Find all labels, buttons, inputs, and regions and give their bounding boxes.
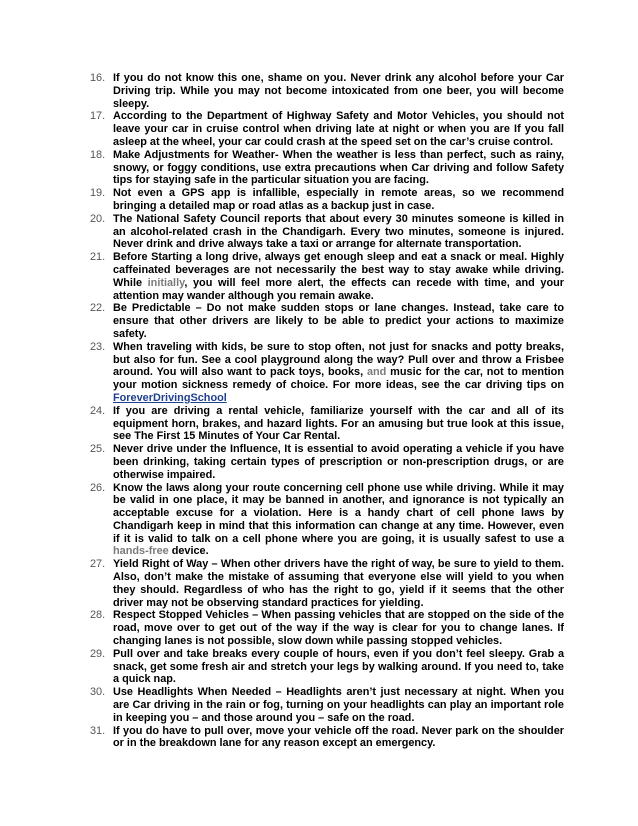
item-number: 17. xyxy=(90,110,106,123)
list-item xyxy=(90,213,564,251)
item-number: 29. xyxy=(90,647,106,660)
item-text: Not even a GPS app is infallible, especially in remote areas, so we recommend bringing a detailed map or road atlas as a backup just in case. xyxy=(113,187,564,212)
item-text: If you are driving a rental vehicle, familiarize yourself with the car and all of its equipment horn, brakes, and hazard lights. For an amusing but true look at this issue, see The First 15 Minutes of Your Car Rental. xyxy=(113,404,564,443)
item-text: Make Adjustments for Weather- When the weather is less than perfect, such as rainy, snowy, or foggy conditions, use extra precautions when Car driving and follow Safety tips for staying safe in the particular situation you are facing. xyxy=(113,148,564,187)
list-item xyxy=(90,341,564,405)
item-text xyxy=(113,251,564,302)
list-item xyxy=(90,686,564,724)
item-text: Pull over and take breaks every couple of hours, even if you don’t feel sleepy. Grab a snack, get some fresh air and stretch your legs by walking around. If you need to, take a quick nap. xyxy=(113,647,564,686)
forever-driving-school-link[interactable]: ForeverDrivingSchool xyxy=(113,391,227,404)
item-number: 24. xyxy=(90,404,106,417)
item-number: 18. xyxy=(90,148,106,161)
item-text xyxy=(113,341,564,405)
item-text-part: When traveling with kids, be sure to stop often, not just for snacks and potty breaks, but also for fun. See a cool playground along the way? Pull over and throw a Frisbee around. You will also want to pack toys, books, xyxy=(113,340,564,379)
item-text-part: , you will feel more alert, the effects can recede with time, and your attention may wander although you remain awake. xyxy=(113,276,564,302)
list-item xyxy=(90,609,564,647)
item-text-gray-word: hands-free xyxy=(113,545,169,558)
item-number: 30. xyxy=(90,686,106,699)
list-item xyxy=(90,251,564,302)
item-number: 20. xyxy=(90,212,106,225)
item-text-part: device. xyxy=(168,545,209,558)
list-item xyxy=(90,302,564,340)
item-text-gray-word: and xyxy=(366,366,387,379)
list-item xyxy=(90,110,564,148)
list-item xyxy=(90,443,564,481)
list-item xyxy=(90,558,564,609)
list-item xyxy=(90,648,564,686)
item-number: 26. xyxy=(90,481,106,494)
item-text-part: Before Starting a long drive, always get enough sleep and eat a snack or meal. Highly caffeinated beverages are not necessarily the best way to stay awake while driving. While xyxy=(113,251,564,289)
item-number: 22. xyxy=(90,302,106,315)
item-text: If you do have to pull over, move your vehicle off the road. Never park on the shoulder or in the breakdown lane for any reason except an emergency. xyxy=(113,724,564,750)
item-text-part: Know the laws along your route concerning cell phone use while driving. While it may be valid in one place, it may be banned in another, and ignorance is not typically an acceptable excuse for a violation. Here is a handy chart of cell phone laws by Chandigarh keep in mind that this information can change at any time. However, even if it is valid to talk on a cell phone where you are going, it is usually safest to use a xyxy=(113,481,564,545)
item-number: 16. xyxy=(90,72,106,84)
item-number: 25. xyxy=(90,443,106,456)
item-text-gray-word: initially xyxy=(147,276,185,289)
item-text: Use Headlights When Needed – Headlights aren’t just necessary at night. When you are Car driving in the rain or fog, turning on your headlights can play an important role in keeping you – and those around you – safe on the road. xyxy=(113,686,564,724)
item-text: Yield Right of Way – When other drivers have the right of way, be sure to yield to them. Also, don’t make the mistake of assuming that everyone else will yield to you when they should. Regardless of who has the right to go, yield if it seems that the other driver may not be observing standard practices for yielding. xyxy=(113,558,564,609)
list-item xyxy=(90,725,564,751)
item-number: 27. xyxy=(90,558,106,571)
list-item xyxy=(90,187,564,213)
list-item xyxy=(90,405,564,443)
item-number: 19. xyxy=(90,187,106,200)
item-number: 21. xyxy=(90,251,106,264)
item-text xyxy=(113,482,564,559)
list-item xyxy=(90,149,564,187)
item-text-part: music for the car, not to mention your motion sickness remedy of choice. For more ideas, see the car driving tips on xyxy=(113,366,564,392)
item-number: 31. xyxy=(90,724,106,737)
item-number: 23. xyxy=(90,340,106,353)
item-number: 28. xyxy=(90,609,106,622)
item-text: Be Predictable – Do not make sudden stops or lane changes. Instead, take care to ensure that other drivers are likely to be able to predict your actions to maximize safety. xyxy=(113,302,564,340)
item-text: The National Safety Council reports that about every 30 minutes someone is killed in an alcohol-related crash in the Chandigarh. Every two minutes, someone is injured. Never drink and drive always take a taxi or arrange for alternate transportation. xyxy=(113,212,564,251)
list-item xyxy=(90,72,564,110)
safety-tips-list xyxy=(90,72,564,750)
item-text: Respect Stopped Vehicles – When passing vehicles that are stopped on the side of the road, move over to get out of the way if the way is clear for you to change lanes. If changing lanes is not possible, slow down while passing stopped vehicles. xyxy=(113,609,564,648)
item-text: According to the Department of Highway Safety and Motor Vehicles, you should not leave your car in cruise control when driving late at night or when you are If you fall asleep at the wheel, your car could crash at the speed set on the car’s cruise control. xyxy=(113,110,564,148)
item-text: If you do not know this one, shame on you. Never drink any alcohol before your Car Driving trip. While you may not become intoxicated from one beer, you will become sleepy. xyxy=(113,72,564,110)
item-text: Never drive under the Influence, It is essential to avoid operating a vehicle if you have been drinking, taking certain types of prescription or non-prescription drugs, or are otherwise impaired. xyxy=(113,443,564,481)
list-item xyxy=(90,482,564,559)
